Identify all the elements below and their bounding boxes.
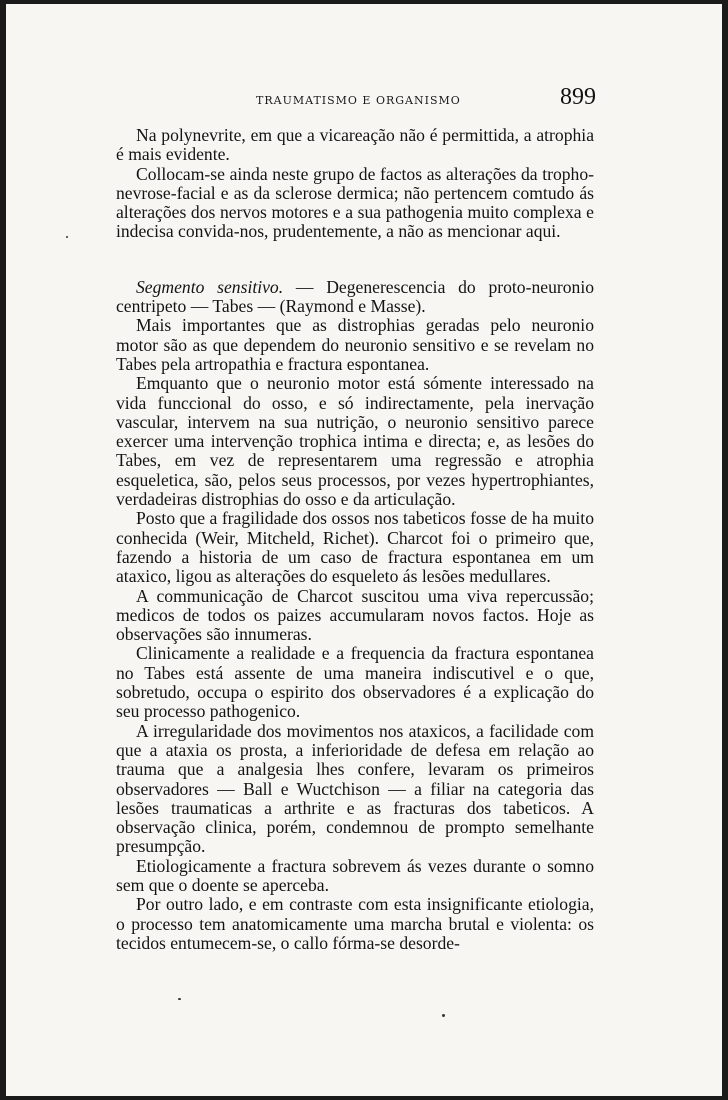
running-head [116,84,596,114]
section-gap [116,242,594,278]
body-text [116,126,594,953]
paragraph: A irregularidade dos movimentos nos ataxicos, a facilidade com que a ataxia os prosta, a inferioridade de defesa em relação ao trauma que a analgesia lhes confere, levaram os primeiros observadores — Ball e Wuctchison — a filiar na categoria das lesões traumaticas a arthrite e as fracturas dos tabeticos. A observação clinica, porém, condemnou de prompto semelhante presumpção. [116,720,594,857]
ink-speck [178,998,181,1000]
section-heading: Segmento sensitivo. [136,276,284,297]
paragraph: Clinicamente a realidade e a frequencia da fractura espontanea no Tabes está assente de uma maneira indiscutivel e o que, sobretudo, occupa o espirito dos observadores é a explicação do seu processo pathogenico. [116,643,594,722]
section-heading-paragraph [116,278,594,317]
paragraph: Emquanto que o neuronio motor está sómente interessado na vida funccional do osso, e só indirectamente, pela inervação vascular, intervem na sua nutrição, o neuronio sensitivo parece exercer uma intervenção trophica intima e directa; e, as lesões do Tabes, em vez de representarem uma regressão e atrophia esqueletica, são, pelos seus processos, por vezes hypertrophiantes, verdadeiras distrophias do osso e da articulação. [116,373,594,510]
ink-speck [66,236,68,238]
page-number: 899 [560,84,596,110]
paragraph: A communicação de Charcot suscitou uma viva repercussão; medicos de todos os paizes accumularam novos factos. Hoje as observações são innumeras. [116,585,594,645]
paragraph: Mais importantes que as distrophias geradas pelo neuronio motor são as que dependem do neuronio sensitivo e se revelam no Tabes pela artropathia e fractura espontanea. [116,315,594,374]
ink-speck [442,1014,445,1017]
paragraph: Collocam-se ainda neste grupo de factos as alterações da tropho-nevrose-facial e as da sclerose dermica; não pertencem comtudo ás alterações dos nervos motores e a sua pathogenia muito complexa e indecisa convida-nos, prudentemente, a não as mencionar aqui. [116,163,594,242]
paragraph: Etiologicamente a fractura sobrevem ás vezes durante o somno sem que o doente se aperceba. [116,855,594,895]
paragraph: Na polynevrite, em que a vicareação não é permittida, a atrophia é mais evidente. [116,125,594,165]
paragraph: Posto que a fragilidade dos ossos nos tabeticos fosse de ha muito conhecida (Weir, Mitcheld, Richet). Charcot foi o primeiro que, fazendo a historia de um caso de fractura espontanea em um ataxico, ligou as alterações do esqueleto ás lesões medullares. [116,508,594,587]
section-heading-rest: — Degenerescencia do proto-neuronio centripeto — Tabes — (Raymond e Masse). [116,276,595,317]
running-title: TRAUMATISMO E ORGANISMO [256,94,461,107]
book-page [6,4,722,1096]
paragraph: Por outro lado, e em contraste com esta insignificante etiologia, o processo tem anatomicamente uma marcha brutal e violenta: os tecidos entumecem-se, o callo fórma-se desorde- [116,894,594,953]
